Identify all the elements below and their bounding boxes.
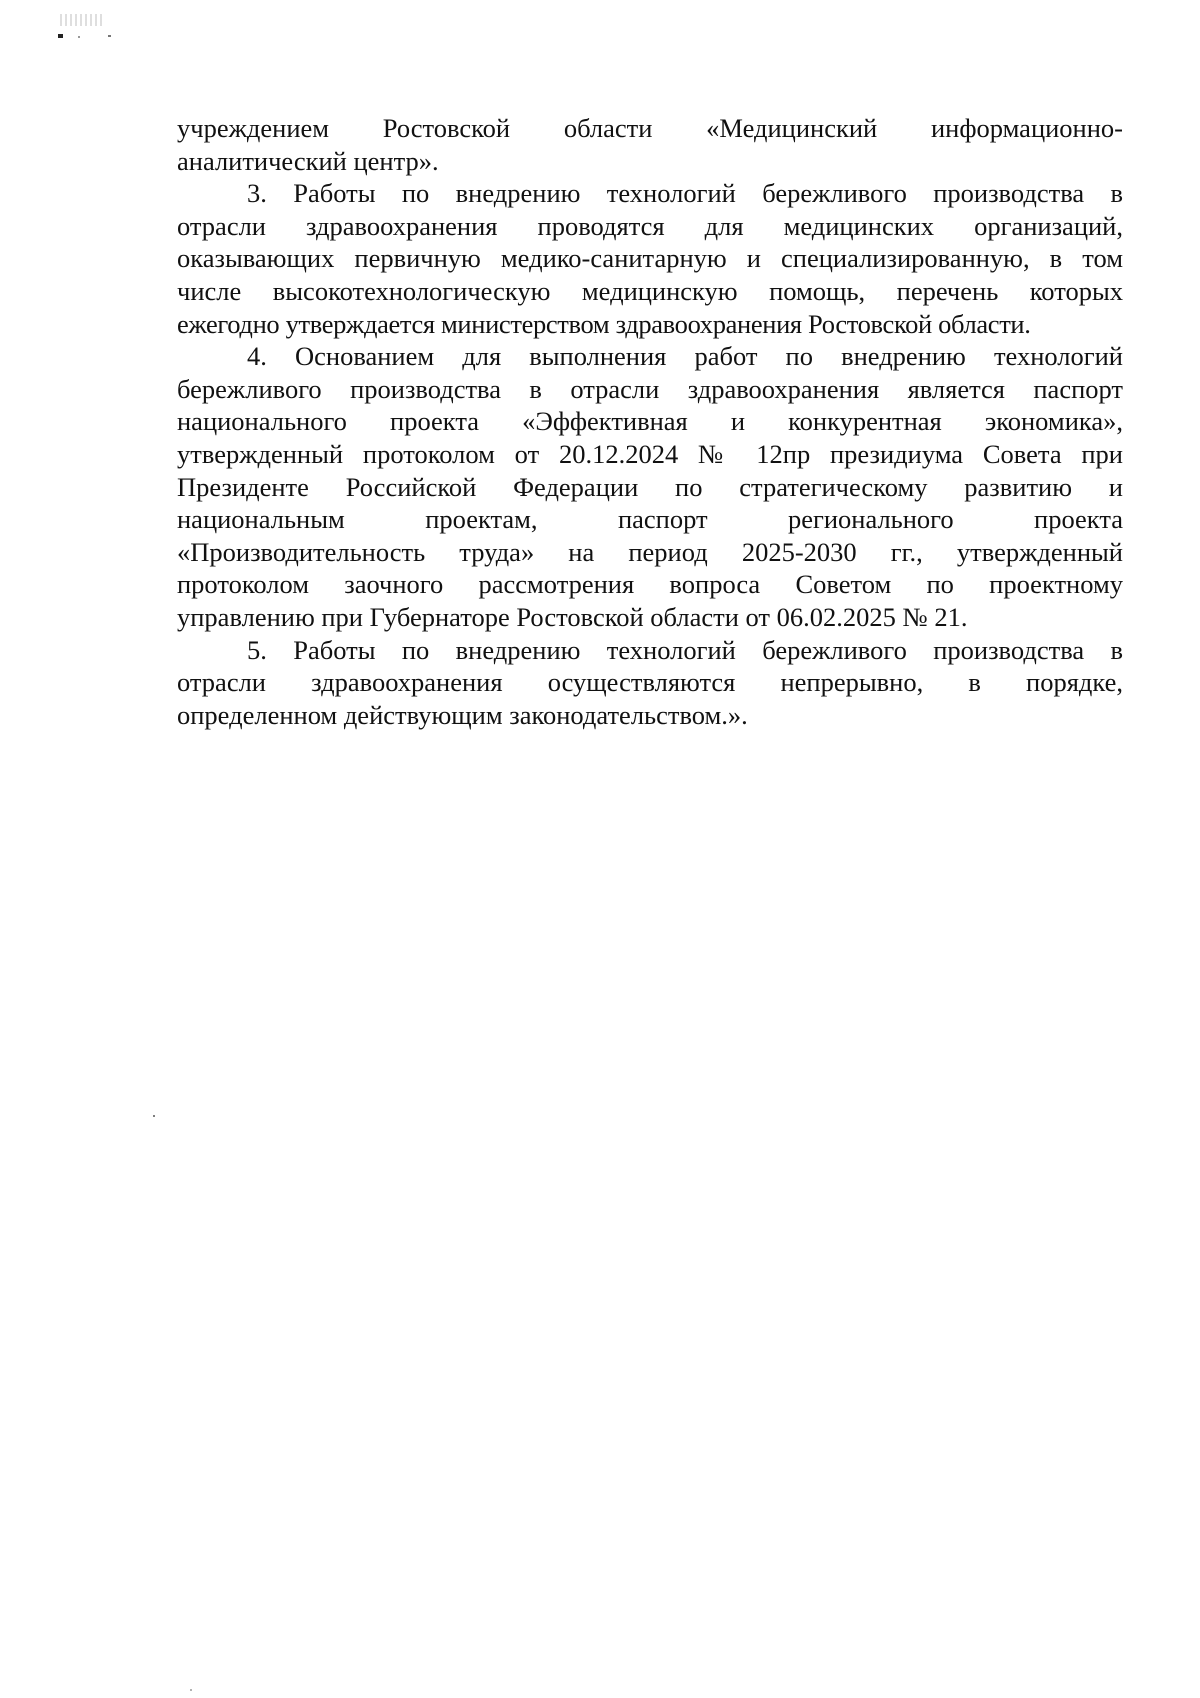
text-line: управлению при Губернаторе Ростовской области от 06.02.2025 № 21. [177, 601, 968, 632]
paragraph-continuation [177, 112, 1123, 177]
scan-speck [190, 1689, 192, 1691]
text-line: утвержденный протоколом от 20.12.2024 № 12пр президиума Совета при [177, 438, 1123, 469]
text-line: протоколом заочного рассмотрения вопроса Советом по проектному [177, 569, 1123, 600]
text-line: 3. Работы по внедрению технологий бережливого производства в [247, 178, 1123, 209]
text-line: отрасли здравоохранения осуществляются непрерывно, в порядке, [177, 667, 1123, 698]
text-line: бережливого производства в отрасли здравоохранения является паспорт [177, 373, 1123, 404]
text-line: учреждением Ростовской области «Медицинский информационно- [177, 113, 1123, 143]
paragraph-item-5 [177, 634, 1123, 732]
document-body [177, 112, 1123, 731]
text-line: 5. Работы по внедрению технологий бережливого производства в [247, 634, 1123, 665]
text-line: аналитический центр». [177, 145, 439, 176]
scan-speck [153, 1115, 155, 1117]
scan-artifact-dot [78, 36, 80, 38]
scan-artifact-dot [108, 35, 111, 37]
scan-artifact-noise [60, 14, 104, 26]
text-line: национального проекта «Эффективная и конкурентная экономика», [177, 406, 1123, 437]
paragraph-item-4 [177, 340, 1123, 633]
text-line: «Производительность труда» на период 2025-2030 гг., утвержденный [177, 536, 1123, 567]
text-line: Президенте Российской Федерации по стратегическому развитию и [177, 471, 1123, 502]
text-line: определенном действующим законодательством.». [177, 699, 748, 730]
text-line: оказывающих первичную медико-санитарную и специализированную, в том [177, 243, 1123, 274]
text-line: отрасли здравоохранения проводятся для медицинских организаций, [177, 210, 1123, 241]
paragraph-item-3 [177, 177, 1123, 340]
text-line: национальным проектам, паспорт регионального проекта [177, 504, 1123, 535]
text-line: 4. Основанием для выполнения работ по внедрению технологий [247, 341, 1123, 372]
text-line: ежегодно утверждается министерством здравоохранения Ростовской области. [177, 308, 1031, 339]
scan-artifact [38, 14, 128, 44]
text-line: числе высокотехнологическую медицинскую помощь, перечень которых [177, 275, 1123, 306]
scan-artifact-dot [58, 34, 63, 38]
